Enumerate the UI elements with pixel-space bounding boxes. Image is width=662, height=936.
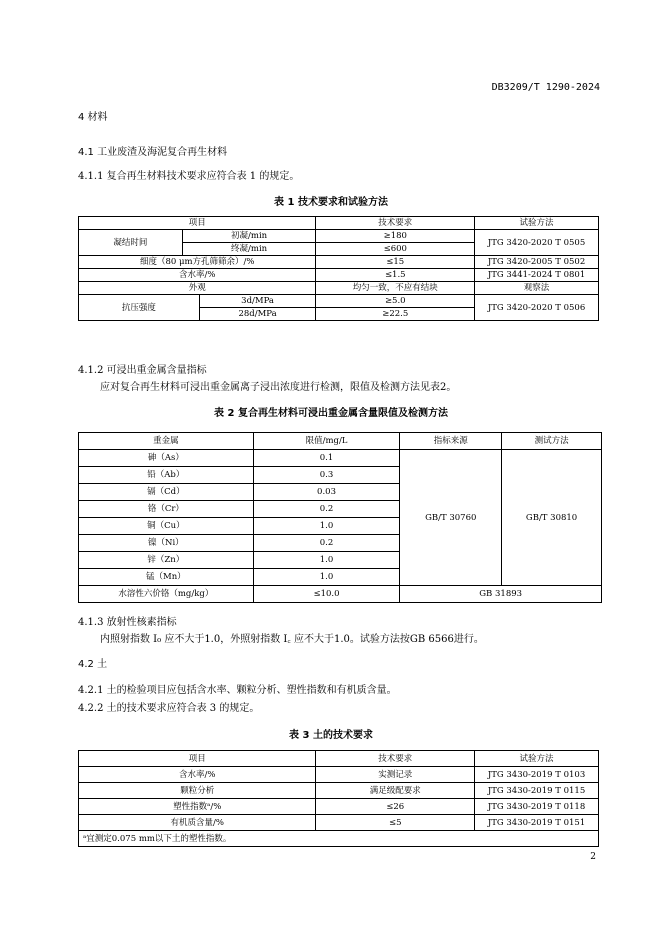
section-4-2-heading: 4.2 土 bbox=[78, 659, 108, 670]
section-4-heading: 4 材料 bbox=[78, 112, 108, 123]
table2-limit: 0.03 bbox=[253, 484, 400, 501]
table3-header-item: 项目 bbox=[79, 751, 316, 767]
table3-req: ≤26 bbox=[316, 799, 475, 815]
table1-28d-req: ≥22.5 bbox=[316, 308, 475, 321]
table2-limit: 0.1 bbox=[253, 450, 400, 467]
table1-water-req: ≤1.5 bbox=[316, 269, 475, 282]
table3-item: 颗粒分析 bbox=[79, 783, 316, 799]
table3-item: 塑性指数ᵃ/% bbox=[79, 799, 316, 815]
table2-header-limit: 限值/mg/L bbox=[253, 433, 400, 450]
table3-method: JTG 3430-2019 T 0103 bbox=[475, 767, 599, 783]
table3-req: 实测记录 bbox=[316, 767, 475, 783]
table2-metal: 砷（As） bbox=[79, 450, 254, 467]
table3-req: 满足级配要求 bbox=[316, 783, 475, 799]
table2-limit: 1.0 bbox=[253, 569, 400, 586]
table1 bbox=[78, 216, 599, 321]
table2-limit: 1.0 bbox=[253, 518, 400, 535]
table1-header-requirement: 技术要求 bbox=[316, 217, 475, 230]
table2 bbox=[78, 432, 602, 603]
clause-4-1-3: 4.1.3 放射性核素指标 bbox=[78, 617, 177, 628]
clause-4-2-1: 4.2.1 土的检验项目应包括含水率、颗粒分析、塑性指数和有机质含量。 bbox=[78, 685, 397, 696]
table1-28d: 28d/MPa bbox=[199, 308, 316, 321]
table2-method: GB/T 30810 bbox=[502, 450, 602, 586]
table1-appearance-method: 观察法 bbox=[475, 282, 599, 295]
table3-method: JTG 3430-2019 T 0151 bbox=[475, 815, 599, 831]
table1-3d-req: ≥5.0 bbox=[316, 295, 475, 308]
table3-header-method: 试验方法 bbox=[475, 751, 599, 767]
table2-limit: 0.2 bbox=[253, 535, 400, 552]
table2-limit: 0.3 bbox=[253, 467, 400, 484]
table2-metal: 铬（Cr） bbox=[79, 501, 254, 518]
table1-fineness-method: JTG 3420-2005 T 0502 bbox=[475, 256, 599, 269]
table3-caption: 表 3 土的技术要求 bbox=[289, 730, 373, 741]
table2-metal: 锰（Mn） bbox=[79, 569, 254, 586]
table3-req: ≤5 bbox=[316, 815, 475, 831]
table3-item: 有机质含量/% bbox=[79, 815, 316, 831]
table2-metal: 铅（Ab） bbox=[79, 467, 254, 484]
document-code: DB3209/T 1290-2024 bbox=[491, 82, 600, 93]
clause-4-1-3-body: 内照射指数 I₀ 应不大于1.0，外照射指数 I꜀ 应不大于1.0。试验方法按GB 6566进行。 bbox=[100, 634, 484, 645]
table2-header-method: 测试方法 bbox=[502, 433, 602, 450]
table1-3d: 3d/MPa bbox=[199, 295, 316, 308]
table1-final-req: ≤600 bbox=[316, 243, 475, 256]
clause-4-1-2-body: 应对复合再生材料可浸出重金属离子浸出浓度进行检测，限值及检测方法见表2。 bbox=[100, 382, 457, 393]
clause-4-1-1: 4.1.1 复合再生材料技术要求应符合表 1 的规定。 bbox=[78, 171, 300, 182]
table2-metal: 锌（Zn） bbox=[79, 552, 254, 569]
table1-setting-method: JTG 3420-2020 T 0505 bbox=[475, 230, 599, 256]
table1-initial-set: 初凝/min bbox=[182, 230, 316, 243]
table2-caption: 表 2 复合再生材料可浸出重金属含量限值及检测方法 bbox=[214, 408, 448, 419]
table2-metal: 镍（Ni） bbox=[79, 535, 254, 552]
table1-final-set: 终凝/min bbox=[182, 243, 316, 256]
table3-footnote: ᵃ宜测定0.075 mm以下土的塑性指数。 bbox=[79, 831, 599, 847]
table1-appearance: 外观 bbox=[79, 282, 316, 295]
table1-fineness-req: ≤15 bbox=[316, 256, 475, 269]
table1-header-item: 项目 bbox=[79, 217, 316, 230]
table2-hexavalent-source: GB 31893 bbox=[400, 586, 602, 603]
table2-header-source: 指标来源 bbox=[400, 433, 502, 450]
table1-appearance-req: 均匀一致，不应有结块 bbox=[316, 282, 475, 295]
table2-hexavalent-limit: ≤10.0 bbox=[253, 586, 400, 603]
table3 bbox=[78, 750, 599, 847]
table1-water-method: JTG 3441-2024 T 0801 bbox=[475, 269, 599, 282]
table1-strength: 抗压强度 bbox=[79, 295, 200, 321]
table3-method: JTG 3430-2019 T 0115 bbox=[475, 783, 599, 799]
table2-header-metal: 重金属 bbox=[79, 433, 254, 450]
table1-water-content: 含水率/% bbox=[79, 269, 316, 282]
table3-header-requirement: 技术要求 bbox=[316, 751, 475, 767]
table1-strength-method: JTG 3420-2020 T 0506 bbox=[475, 295, 599, 321]
table2-limit: 1.0 bbox=[253, 552, 400, 569]
clause-4-2-2: 4.2.2 土的技术要求应符合表 3 的规定。 bbox=[78, 703, 260, 714]
clause-4-1-2: 4.1.2 可浸出重金属含量指标 bbox=[78, 365, 207, 376]
table3-method: JTG 3430-2019 T 0118 bbox=[475, 799, 599, 815]
table3-item: 含水率/% bbox=[79, 767, 316, 783]
table1-fineness: 细度（80 μm方孔筛筛余）/% bbox=[79, 256, 316, 269]
table2-metal: 镉（Cd） bbox=[79, 484, 254, 501]
table1-initial-req: ≥180 bbox=[316, 230, 475, 243]
section-4-1-heading: 4.1 工业废渣及海泥复合再生材料 bbox=[78, 147, 228, 158]
table2-hexavalent-chromium: 水溶性六价铬（mg/kg） bbox=[79, 586, 254, 603]
table1-header-method: 试验方法 bbox=[475, 217, 599, 230]
table2-metal: 铜（Cu） bbox=[79, 518, 254, 535]
table2-limit: 0.2 bbox=[253, 501, 400, 518]
table1-setting-time: 凝结时间 bbox=[79, 230, 183, 256]
table2-source: GB/T 30760 bbox=[400, 450, 502, 586]
table1-caption: 表 1 技术要求和试验方法 bbox=[274, 197, 388, 208]
page-number: 2 bbox=[590, 852, 596, 862]
